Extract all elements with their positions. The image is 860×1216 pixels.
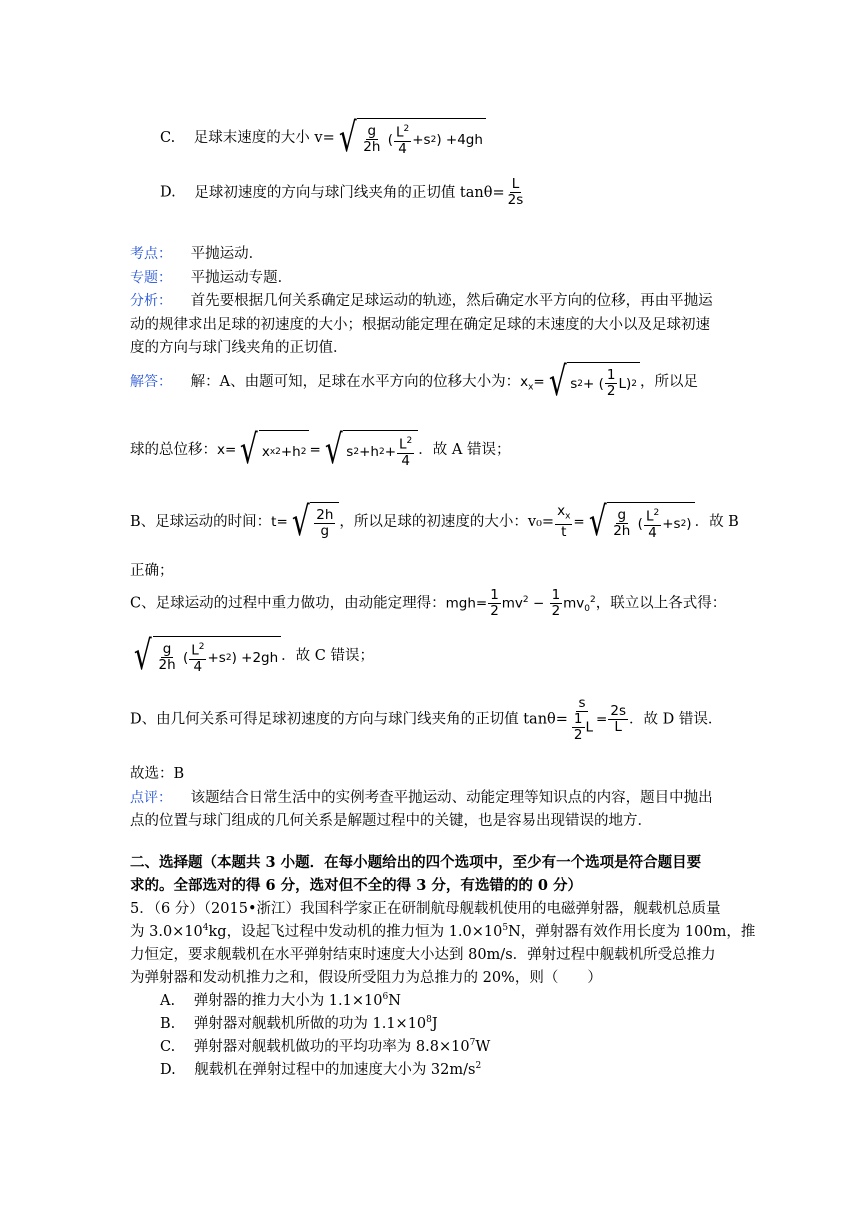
jieda-label: 解答： <box>130 374 172 390</box>
option-d-formula: $\frac{L}{2s}$ <box>507 176 524 208</box>
section2-line-2: 求的。全部选对的得 6 分，选对但不全的得 3 分，有选错的的 0 分） <box>130 877 583 894</box>
fenxi-line-3: 度的方向与球门线夹角的正切值． <box>130 340 348 356</box>
option-c-letter: C. <box>160 130 176 146</box>
option-d <box>160 177 526 208</box>
q5-line-3: 力恒定，要求舰载机在水平弹射结束时速度大小达到 80m/s．弹射过程中舰载机所受总推力 <box>130 947 716 963</box>
q5-option-b[interactable] <box>160 1012 438 1033</box>
q5-thrust: kg，设起飞过程中发动机的推力恒为 1.0×10 <box>208 924 503 940</box>
q5-option-a-exp: 6 <box>382 992 389 1003</box>
q5-thrust-exp: 5 <box>502 923 509 934</box>
section2-line-1: 二、选择题（本题共 3 小题．在每小题给出的四个选项中，至少有一个选项是符合题目要 <box>130 854 702 871</box>
dianping-line-1: 该题结合日常生活中的实例考查平抛运动、动能定理等知识点的内容，题目中抛出 <box>190 790 713 806</box>
q5-option-b-exp: 8 <box>426 1015 432 1026</box>
zhuanti-row <box>130 266 292 287</box>
jieda-b1-end: ．故 B <box>694 514 739 530</box>
q5-option-c-exp: 7 <box>469 1038 476 1049</box>
fenxi-line-2: 动的规律求出足球的初速度的大小；根据动能定理在确定足球的末速度的大小以及足球初速 <box>130 317 710 333</box>
q5-line-2 <box>130 920 755 941</box>
fenxi-label: 分析： <box>130 293 172 309</box>
q5-mass-exp: 4 <box>202 923 209 934</box>
q5-option-a[interactable] <box>160 989 401 1010</box>
option-d-letter: D. <box>160 184 176 201</box>
formula-mgh: mgh= $\frac{1}{2}$ $mv^2$ − $\frac{1}{2}$ $mv_0^2$ <box>445 587 596 619</box>
jieda-a1-text: 解：A、由题可知，足球在水平方向的位移大小为： <box>190 374 521 390</box>
jieda-b1-text: B、足球运动的时间： <box>130 514 272 530</box>
jieda-a2-end: ．故 A 错误； <box>418 442 511 458</box>
q5-option-b-letter: B. <box>160 1016 176 1032</box>
jieda-d1-end: ．故 D 错误． <box>628 711 723 728</box>
jieda-a1-end: ，所以足 <box>640 374 699 390</box>
jieda-row-c1 <box>130 588 726 619</box>
option-c <box>160 115 486 161</box>
jieda-d1-text: D、由几何关系可得足球初速度的方向与球门线夹角的正切值 tanθ= <box>130 711 568 728</box>
q5-option-b-unit: J <box>431 1016 438 1032</box>
fenxi-row <box>130 289 713 310</box>
jieda-row-a1 <box>130 359 699 405</box>
option-c-text: 足球末速度的大小 v= <box>193 130 335 146</box>
jieda-c1-end: ，联立以上各式得： <box>595 595 727 612</box>
dianping-line-2: 点的位置与球门组成的几何关系是解题过程中的关键，也是容易出现错误的地方． <box>130 813 652 829</box>
q5-option-d[interactable] <box>160 1058 481 1079</box>
q5-line-1: 5．（6 分）（2015•浙江）我国科学家正在研制航母舰载机使用的电磁弹射器，舰载机总质量 <box>130 901 721 917</box>
formula-x: x= √ x x 2 +h 2 = √ s 2 +h 2 + $\frac{L^2}{4}$ <box>217 430 418 470</box>
zhuanti-text: 平抛运动专题． <box>190 270 293 286</box>
q5-option-a-letter: A. <box>160 993 176 1009</box>
jieda-c1-text: C、足球运动的过程中重力做功，由动能定理得： <box>130 595 446 612</box>
formula-tan: s $\frac{1}{2}$ L = $\frac{2s}{L}$ <box>573 695 626 743</box>
fenxi-line-1: 首先要根据几何关系确定足球运动的轨迹，然后确定水平方向的位移，再由平抛运 <box>190 293 713 309</box>
q5-option-c-letter: C. <box>160 1039 176 1055</box>
dianping-label: 点评： <box>130 790 172 806</box>
q5-option-b-text: 弹射器对舰载机所做的功为 1.1×10 <box>193 1016 427 1032</box>
answer: 故选：B <box>130 766 185 782</box>
option-c-formula: √ $\frac{g}{2h}$ ( $\frac{L^2}{4}$ +s 2 ) +4gh <box>335 118 486 158</box>
jieda-row-a2 <box>130 427 511 473</box>
jieda-a2-text: 球的总位移： <box>130 442 217 458</box>
kaodian-text: 平抛运动． <box>190 246 264 262</box>
q5-option-c[interactable] <box>160 1035 490 1056</box>
dianping-row <box>130 786 713 807</box>
formula-v0: $\frac{x_x}{t}$ = √ $\frac{g}{2h}$ ( $\frac{L^2}{4}$ +s 2 ) <box>554 502 695 542</box>
jieda-b2: 正确； <box>130 563 174 579</box>
jieda-b1-mid: ，所以足球的初速度的大小：v₀= <box>339 514 555 530</box>
q5-mass: 为 3.0×10 <box>130 924 203 940</box>
option-d-text: 足球初速度的方向与球门线夹角的正切值 tanθ= <box>194 184 505 201</box>
kaodian-row <box>130 242 263 263</box>
q5-option-d-text: 舰载机在弹射过程中的加速度大小为 32m/s <box>194 1062 476 1078</box>
jieda-row-c2 <box>130 633 374 679</box>
kaodian-label: 考点： <box>130 246 172 262</box>
q5-option-a-unit: N <box>388 993 401 1009</box>
jieda-row-d1 <box>130 696 722 743</box>
q5-length: N，弹射器有效作用长度为 100m，推 <box>508 924 756 940</box>
jieda-c2-end: ．故 C 错误； <box>281 648 374 664</box>
q5-line-4: 为弹射器和发动机推力之和，假设所受阻力为总推力的 20%，则（ ） <box>130 970 602 986</box>
q5-option-d-letter: D. <box>160 1062 176 1078</box>
zhuanti-label: 专题： <box>130 270 172 286</box>
q5-option-c-text: 弹射器对舰载机做功的平均功率为 8.8×10 <box>193 1039 470 1055</box>
q5-option-d-exp: 2 <box>475 1061 482 1072</box>
formula-xx: $x_x=$ √ s 2 + ( $\frac{1}{2}$ L) 2 <box>520 362 640 402</box>
formula-t: t= √ $\frac{2h}{g}$ <box>271 502 339 542</box>
formula-v: √ $\frac{g}{2h}$ ( $\frac{L^2}{4}$ +s 2 ) +2gh <box>130 636 281 676</box>
q5-option-a-text: 弹射器的推力大小为 1.1×10 <box>193 993 383 1009</box>
q5-option-c-unit: W <box>475 1039 491 1055</box>
jieda-row-b1 <box>130 499 739 545</box>
